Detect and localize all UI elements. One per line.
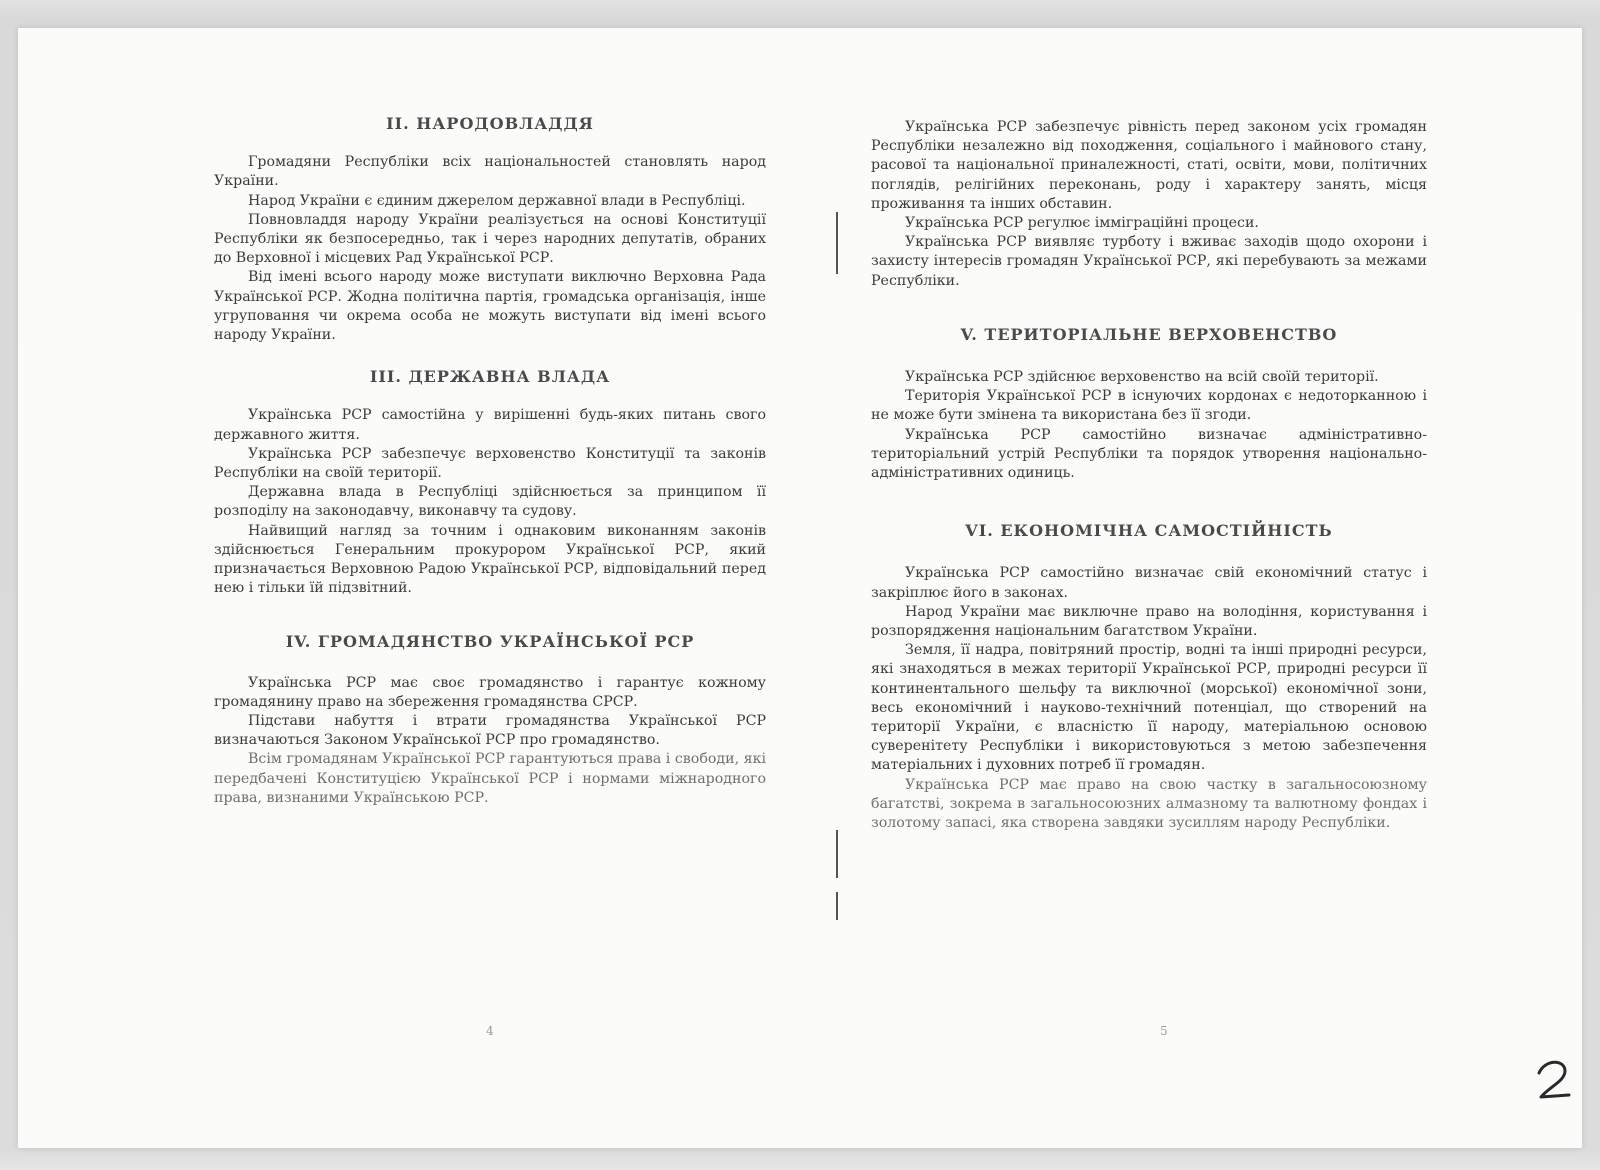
paragraph: Державна влада в Республіці здійснюється за принципом її розподілу на законодавчу, виконавчу та судову.	[214, 484, 766, 520]
paragraph: Підстави набуття і втрати громадянства Української РСР визначаються Законом Української РСР про громадянство.	[214, 713, 766, 749]
paragraph: Народ України є єдиним джерелом державної влади в Республіці.	[248, 192, 746, 209]
paragraph: Громадяни Республіки всіх національностей становлять народ України.	[214, 154, 766, 190]
paragraph: Українська РСР самостійно визначає адміністративно-територіальний устрій Республіки та порядок утворення національно-адміністративних одиниць.	[871, 426, 1427, 482]
section-3-heading: III. ДЕРЖАВНА ВЛАДА	[369, 367, 611, 387]
section-4-heading: IV. ГРОМАДЯНСТВО УКРАЇНСЬКОЇ РСР	[285, 632, 695, 652]
paragraph: Українська РСР має своє громадянство і гарантує кожному громадянину право на збереження громадянства СРСР.	[214, 674, 766, 710]
paragraph: Українська РСР виявляє турботу і вживає заходів щодо охорони і захисту інтересів громадян Української РСР, які перебувають за межами Республіки.	[871, 234, 1427, 289]
paragraph: Українська РСР самостійно визначає свій економічний статус і закріплює його в законах.	[871, 565, 1427, 601]
handwritten-number	[1535, 1055, 1575, 1103]
gutter-mark	[836, 892, 838, 920]
paragraph: Найвищий нагляд за точним і однаковим виконанням законів здійснюється Генеральним прокурором Української РСР, який призначається Верховною Радою Української РСР, відповідальний перед нею і тільки їй підзвітний.	[214, 522, 766, 597]
paragraph: Українська РСР забезпечує рівність перед законом усіх громадян Республіки незалежно від походження, соціального і майнового стану, расової та національної приналежності, статі, освіти, мови, політичних поглядів, релігійних переконань, роду і характеру занять, місця проживання та інших обставин.	[871, 119, 1427, 212]
paragraph: Від імені всього народу може виступати виключно Верховна Рада Української РСР. Жодна політична партія, громадська організація, інше угруповання чи окрема особа не можуть виступати від імені всього народу України.	[214, 269, 766, 344]
paragraph: Народ України має виключне право на володіння, користування і розпорядження національним багатством України.	[871, 603, 1427, 640]
left-page	[214, 90, 766, 808]
section-5-heading: V. ТЕРИТОРІАЛЬНЕ ВЕРХОВЕНСТВО	[960, 324, 1338, 344]
paragraph: Українська РСР здійснює верховенство на всій своїй території.	[905, 369, 1379, 386]
gutter-mark	[836, 830, 838, 878]
paragraph: Українська РСР регулює імміграційні процеси.	[905, 215, 1259, 232]
page-number-right: 5	[1160, 1024, 1168, 1038]
paragraph: Українська РСР забезпечує верховенство Конституції та законів Республіки на своїй території.	[214, 445, 766, 482]
paragraph: Територія Української РСР в існуючих кордонах є недоторканною і не може бути змінена та використана без її згоди.	[871, 388, 1427, 424]
paragraph: Земля, її надра, повітряний простір, водні та інші природні ресурси, які знаходяться в межах території Української РСР, природні ресурси її континентального шельфу та виключної (морської) економічної зони, весь економічний і науково-технічний потенціал, що створений на території України, є власністю її народу, матеріальною основою суверенітету Республіки і використовуються з метою забезпечення матеріальних і духовних потреб її громадян.	[871, 642, 1427, 774]
section-6-heading: VI. ЕКОНОМІЧНА САМОСТІЙНІСТЬ	[965, 521, 1333, 541]
paragraph: Повновладдя народу України реалізується на основі Конституції Республіки як безпосередньо, так і через народних депутатів, обраних до Верховної і місцевих Рад Української РСР.	[214, 211, 766, 267]
right-page	[871, 90, 1427, 833]
gutter-mark	[836, 212, 838, 274]
paragraph: Українська РСР самостійна у вирішенні будь-яких питань свого державного життя.	[214, 407, 766, 443]
section-2-heading: II. НАРОДОВЛАДДЯ	[386, 114, 594, 133]
paragraph: Українська РСР має право на свою частку в загальносоюзному багатстві, зокрема в загальносоюзних алмазному та валютному фондах і золотому запасі, яка створена завдяки зусиллям народу Республіки.	[871, 776, 1427, 832]
paragraph: Всім громадянам Української РСР гарантуються права і свободи, які передбачені Конституцією Української РСР і нормами міжнародного права, визнаними Українською РСР.	[214, 751, 766, 806]
page-number-left: 4	[486, 1024, 494, 1038]
